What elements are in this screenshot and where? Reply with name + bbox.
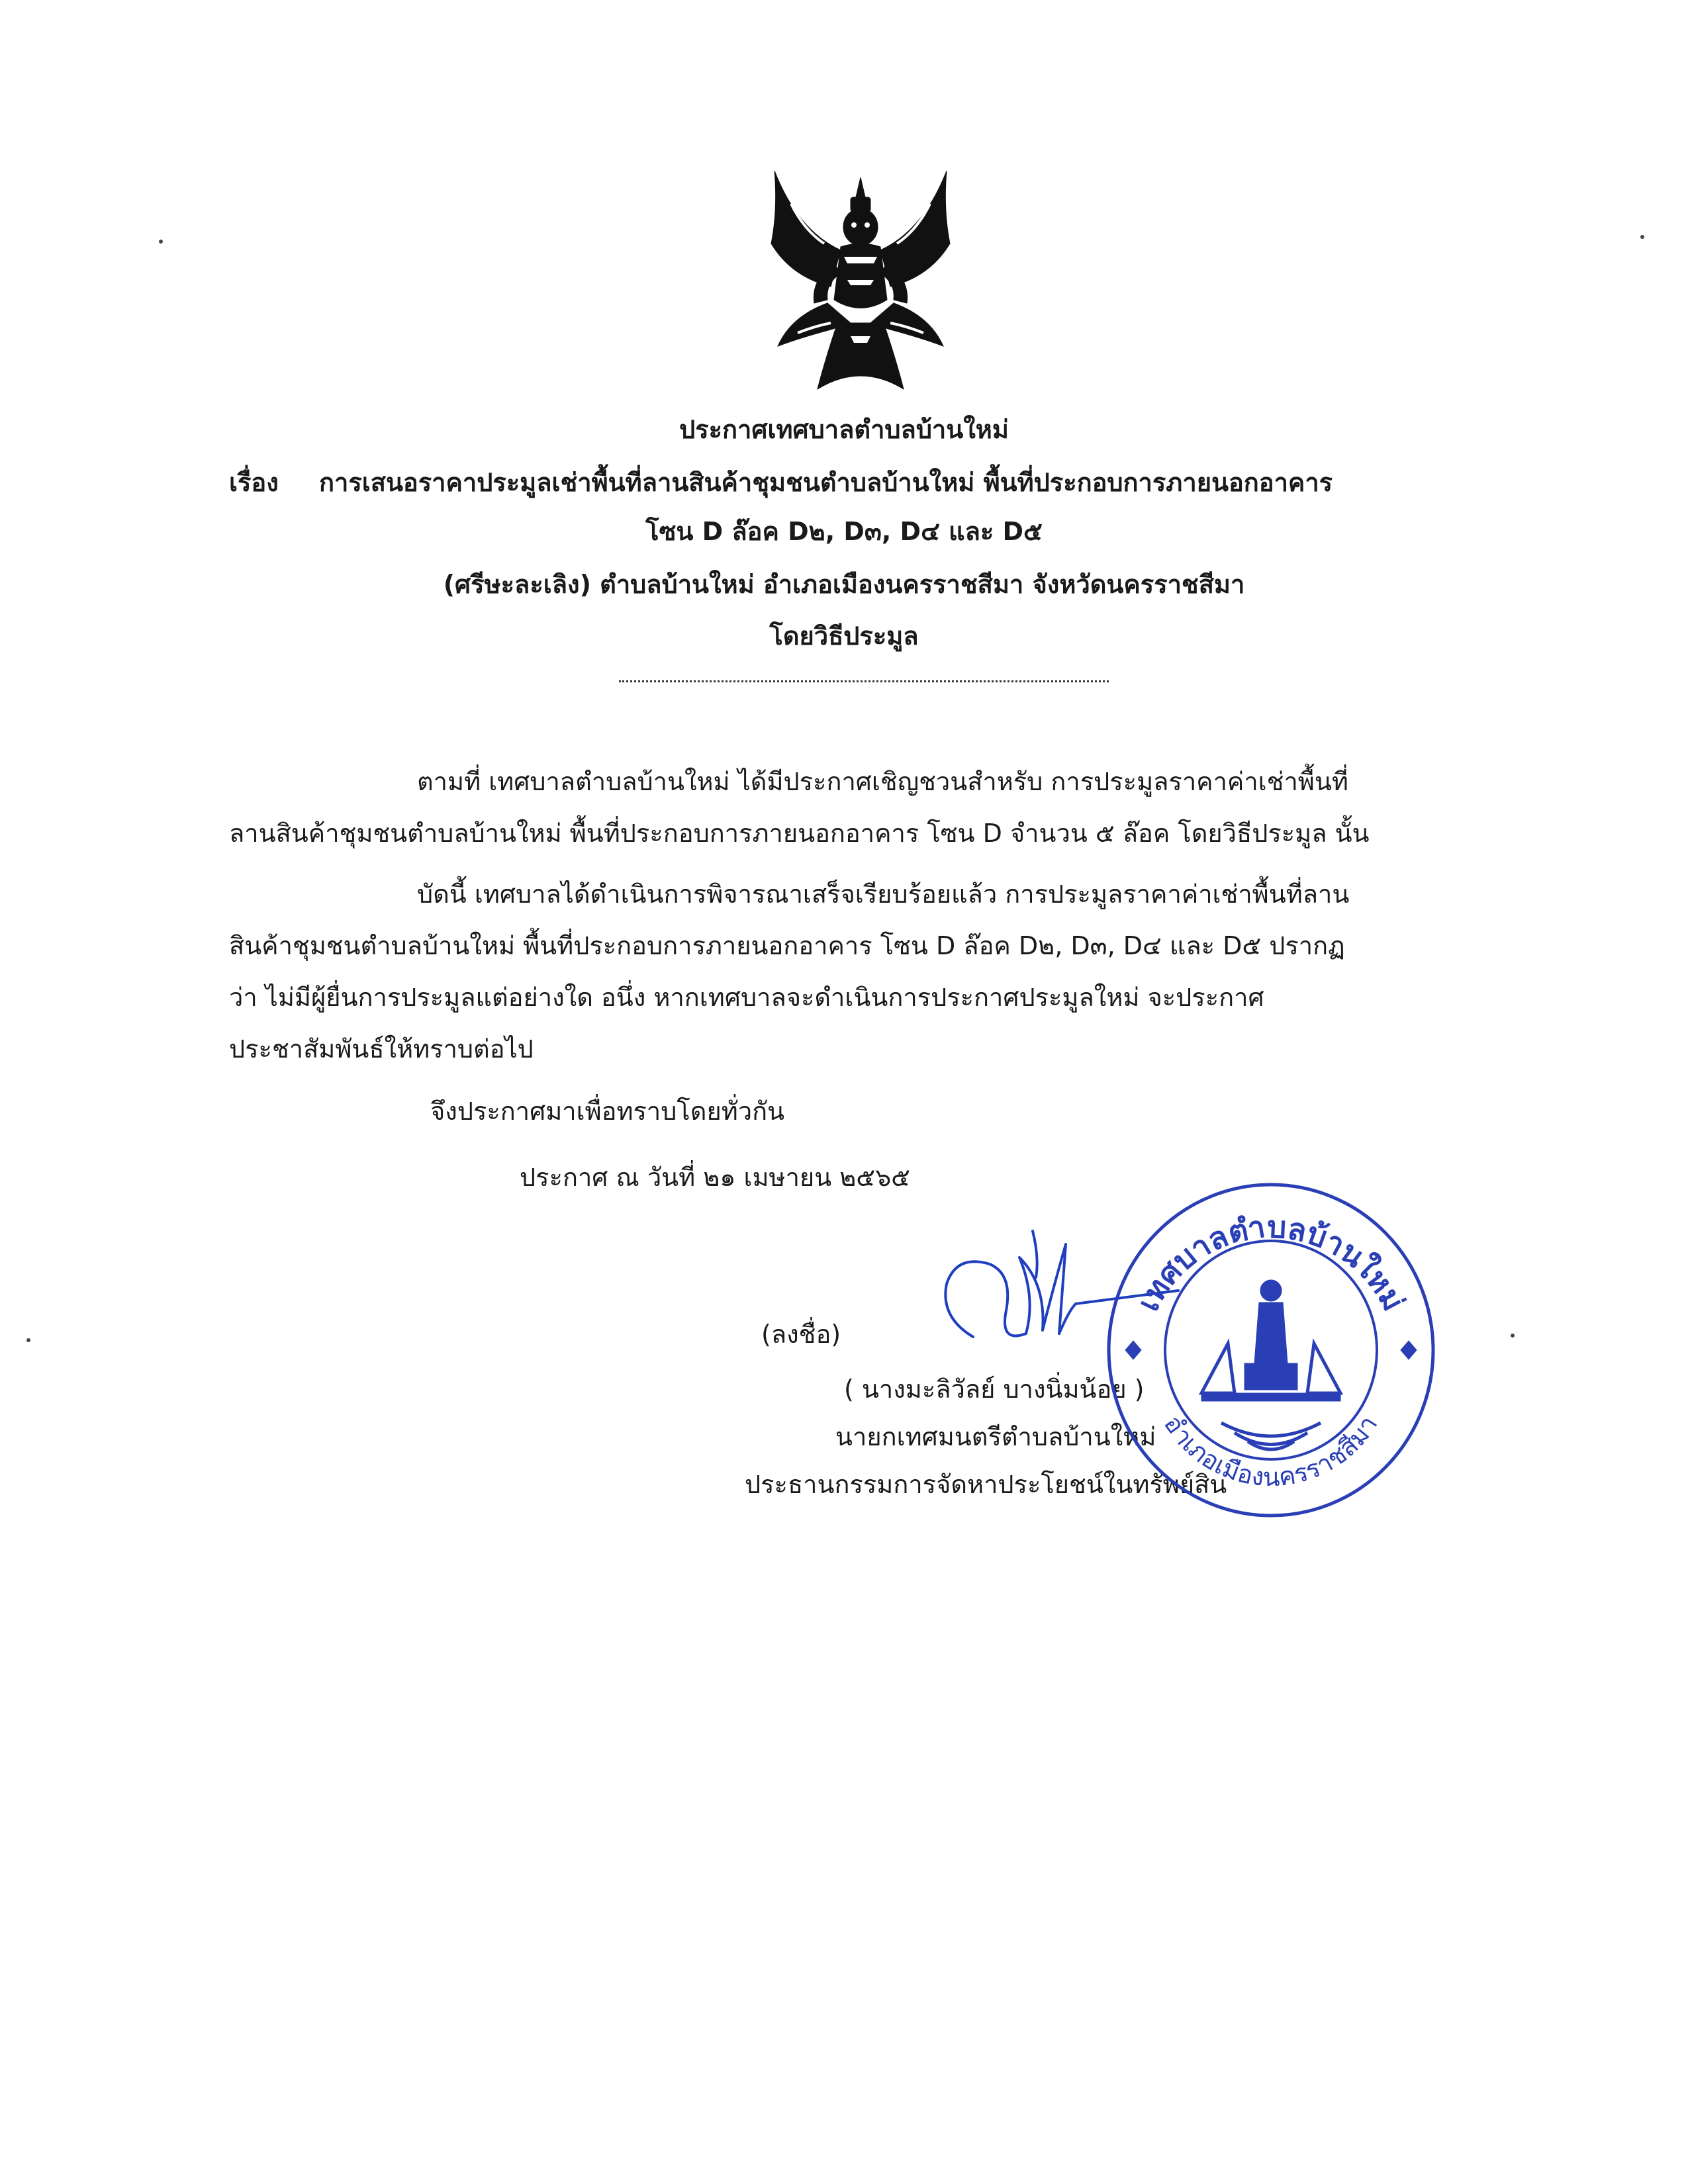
seal-bottom-text: อำเภอเมืองนครราชสีมา bbox=[1158, 1410, 1383, 1492]
paragraph-2-line-4: ประชาสัมพันธ์ให้ทราบต่อไป bbox=[229, 1034, 534, 1064]
document-title: ประกาศเทศบาลตำบลบ้านใหม่ bbox=[679, 415, 1009, 444]
seal-top-text: เทศบาลตำบลบ้านใหม่ bbox=[1129, 1208, 1412, 1317]
announcement-line: จึงประกาศมาเพื่อทราบโดยทั่วกัน bbox=[430, 1097, 785, 1126]
paragraph-2-line-1: บัดนี้ เทศบาลได้ดำเนินการพิจารณาเสร็จเรียบร้อยแล้ว การประมูลราคาค่าเช่าพื้นที่ลาน bbox=[417, 880, 1350, 909]
paragraph-2-line-3: ว่า ไม่มีผู้ยื่นการประมูลแต่อย่างใด อนึ่ง หากเทศบาลจะดำเนินการประกาศประมูลใหม่ จะประกาศ bbox=[229, 983, 1264, 1012]
subject-zone-line: โซน D ล๊อค D๒, D๓, D๔ และ D๕ bbox=[645, 517, 1043, 546]
dotted-divider bbox=[619, 680, 1109, 682]
scan-speck bbox=[159, 240, 163, 244]
scan-speck bbox=[1511, 1334, 1515, 1338]
announcement-date: ประกาศ ณ วันที่ ๒๑ เมษายน ๒๕๖๕ bbox=[520, 1163, 910, 1192]
signed-label: (ลงชื่อ) bbox=[761, 1320, 841, 1349]
signatory-name: ( นางมะลิวัลย์ บางนิ่มน้อย ) bbox=[844, 1375, 1145, 1404]
municipal-seal-stamp bbox=[1086, 1165, 1456, 1535]
paragraph-2-line-2: สินค้าชุมชนตำบลบ้านใหม่ พื้นที่ประกอบการภายนอกอาคาร โซน D ล๊อค D๒, D๓, D๔ และ D๕ ปรากฏ bbox=[229, 931, 1345, 960]
subject-method-line: โดยวิธีประมูล bbox=[769, 621, 919, 651]
subject-text: การเสนอราคาประมูลเช่าพื้นที่ลานสินค้าชุมชนตำบลบ้านใหม่ พื้นที่ประกอบการภายนอกอาคาร bbox=[319, 468, 1333, 497]
paragraph-1-line-1: ตามที่ เทศบาลตำบลบ้านใหม่ ได้มีประกาศเชิญชวนสำหรับ การประมูลราคาค่าเช่าพื้นที่ bbox=[417, 767, 1348, 796]
subject-place-line: (ศรีษะละเลิง) ตำบลบ้านใหม่ อำเภอเมืองนครราชสีมา จังหวัดนครราชสีมา bbox=[443, 570, 1245, 599]
scan-speck bbox=[26, 1338, 30, 1342]
signatory-committee-role: ประธานกรรมการจัดหาประโยชน์ในทรัพย์สิน bbox=[745, 1470, 1227, 1499]
scan-speck bbox=[1640, 235, 1644, 239]
signatory-position: นายกเทศมนตรีตำบลบ้านใหม่ bbox=[835, 1422, 1156, 1451]
paragraph-1-line-2: ลานสินค้าชุมชนตำบลบ้านใหม่ พื้นที่ประกอบการภายนอกอาคาร โซน D จำนวน ๕ ล๊อค โดยวิธีประมูล นั้น bbox=[229, 819, 1370, 848]
garuda-emblem-icon bbox=[751, 164, 970, 396]
subject-label: เรื่อง bbox=[229, 468, 279, 497]
